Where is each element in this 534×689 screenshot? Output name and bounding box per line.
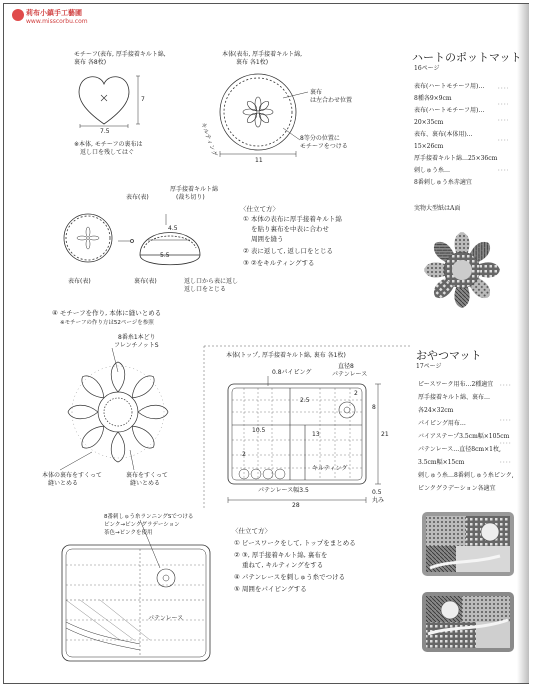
motif-note-2: 返し口を残してはぐ bbox=[80, 149, 135, 156]
oyatsu-page: 17ページ bbox=[416, 363, 442, 370]
mat-small-diagram bbox=[62, 520, 210, 661]
oyatsu-m6: パテンレース…直径8cm×1枚, bbox=[418, 446, 501, 453]
mat-d105: 10.5 bbox=[252, 427, 266, 434]
pot-mat-photo bbox=[410, 220, 518, 318]
pot-m8: 刺しゅう糸… bbox=[414, 167, 451, 174]
body-label-2: 裏布 各1枚) bbox=[236, 59, 269, 66]
mat-corner-2: 丸み bbox=[372, 497, 385, 504]
flower-note-a-2: 縫いとめる bbox=[48, 480, 79, 487]
pot-m5: 表布、裏布(本体用)… bbox=[414, 131, 473, 138]
mat-small-label-2: ピンク→ピンクグラデーション bbox=[104, 522, 180, 528]
mat-label: 本体(トップ, 厚手接着キルト綿, 裏布 各1枚) bbox=[226, 352, 346, 359]
oyatsu-m7: 3.5cm幅×15cm bbox=[418, 459, 465, 466]
steps1-step1c: 周囲を縫う bbox=[251, 235, 284, 243]
body-quilting: キルティング bbox=[199, 121, 219, 158]
heart-motif-icon bbox=[79, 77, 129, 124]
steps1-step1b: を貼り裏布を中表に合わせ bbox=[251, 225, 329, 233]
steps2-title: 〈仕立て方〉 bbox=[232, 527, 271, 535]
flower-note-a-1: 本体の裏布をすくって bbox=[42, 472, 102, 479]
motif-label-1: モチーフ(表布, 厚手接着キルト綿, bbox=[74, 51, 166, 58]
oyatsu-m3: 各24×32cm bbox=[418, 407, 454, 414]
steps1-title: 〈仕立て方〉 bbox=[240, 205, 279, 213]
pot-m7: 厚手接着キルト綿…25×36cm bbox=[414, 155, 498, 162]
steps1-step3: ③ ②をキルティングする bbox=[243, 259, 315, 267]
mat-quilting: キルティング bbox=[312, 465, 348, 472]
oyatsu-m4: パイピング用布… bbox=[418, 420, 466, 427]
mat-d28: 28 bbox=[292, 502, 300, 509]
pot-m1: 表布(ハートモチーフ用)… bbox=[414, 83, 485, 90]
motif-label-2: 裏布 各8枚) bbox=[74, 59, 107, 66]
mat-small-lace: パテンレース bbox=[148, 615, 184, 622]
mat-small-label-1: 8番刺しゅう糸ランニングSでつける bbox=[104, 514, 194, 520]
body-note-back-2: は左合わせ位置 bbox=[310, 97, 353, 104]
step4-title: ④ モチーフを作り, 本体に縫いとめる bbox=[52, 309, 162, 317]
assembly-label-front: 表布(表) bbox=[126, 194, 149, 201]
oyatsu-m1: ピースワーク用布…2種適宜 bbox=[418, 381, 494, 388]
steps2-step5: ⑤ 周囲をパイピングする bbox=[234, 585, 307, 593]
mat-d8: 8 bbox=[372, 404, 376, 411]
mat-d13: 13 bbox=[312, 431, 320, 438]
body-note-motif-1: 8等分の位置に bbox=[300, 135, 340, 142]
assembly-dim-b: 5.5 bbox=[160, 252, 170, 259]
pot-title: ハートのポットマット bbox=[412, 51, 522, 64]
assembly-circle-diagram bbox=[66, 216, 110, 260]
mat-diagram bbox=[228, 376, 381, 503]
assembly-dome-diagram bbox=[140, 233, 200, 265]
assembly-label-batting-1: 厚手接着キルト綿 bbox=[170, 186, 218, 193]
motif-note-1: ※本体, モチーフの裏布は bbox=[74, 141, 143, 148]
watermark-url: www.misscorbu.com bbox=[26, 18, 88, 25]
assembly-label-back: 裏布(表) bbox=[134, 278, 157, 285]
body-circle-diagram bbox=[220, 74, 296, 150]
steps1-step2: ② 表に返して, 返し口をとじる bbox=[243, 247, 334, 255]
steps1-step1a: ① 本体の表布に厚手接着キルト綿 bbox=[243, 215, 342, 223]
mat-d2a: 2 bbox=[354, 390, 358, 397]
flower-label-1: 8番糸1本どり bbox=[118, 334, 156, 341]
pot-page: 16ページ bbox=[414, 65, 440, 72]
mat-piping: 0.8パイピング bbox=[272, 369, 312, 376]
pot-m3: 表布(ハートモチーフ用)… bbox=[414, 107, 485, 114]
assembly-note-return-1: 返し口から表に返し bbox=[184, 278, 239, 285]
heart-flower-diagram bbox=[68, 362, 168, 462]
body-note-back-1: 裏布 bbox=[310, 89, 323, 96]
mat-small-label-3: 茶色→ピンクを使用 bbox=[104, 530, 153, 536]
pot-m9: 8番刺しゅう糸赤適宜 bbox=[414, 179, 472, 186]
mat-flower-2: パテンレース bbox=[332, 371, 368, 378]
mat-flower-1: 直径8 bbox=[338, 363, 354, 370]
assembly-dim-a: 4.5 bbox=[168, 225, 178, 232]
motif-dim-height: 7 bbox=[141, 96, 145, 103]
steps2-step1: ① ピースワークをして, トップをまとめる bbox=[234, 539, 356, 547]
mat-d2b: 2 bbox=[242, 451, 246, 458]
pot-pattern-note: 実物大型紙はA面 bbox=[414, 205, 461, 212]
flower-note-b-1: 裏布をすくって bbox=[126, 472, 168, 479]
pot-m4: 20×35cm bbox=[414, 119, 444, 126]
oyatsu-title: おやつマット bbox=[416, 349, 482, 362]
oyatsu-m9: ピンクグラデーション各適宜 bbox=[418, 485, 496, 492]
assembly-label-batting-2: (裁ち切り) bbox=[176, 194, 205, 201]
body-dim: 11 bbox=[255, 157, 263, 164]
pot-m6: 15×26cm bbox=[414, 143, 444, 150]
oyatsu-m8: 刺しゅう糸…8番刺しゅう糸ピンク, bbox=[418, 472, 514, 479]
steps2-step2b: 重ねて, キルティングをする bbox=[242, 561, 324, 569]
body-label-1: 本体(表布, 厚手接着キルト綿, bbox=[222, 51, 303, 58]
body-note-motif-2: モチーフをつける bbox=[300, 143, 348, 150]
pot-m2: 8種各9×9cm bbox=[414, 95, 452, 102]
oyatsu-m2: 厚手接着キルト綿、裏布… bbox=[418, 394, 490, 401]
oyatsu-mat-photo-1 bbox=[420, 508, 516, 580]
steps2-step2a: ② ③, 厚手接着キルト綿, 裏布を bbox=[234, 551, 328, 559]
oyatsu-m5: バイアステープ3.5cm幅×105cm bbox=[418, 433, 510, 440]
watermark-title: 莉布小鎮手工藝圃 bbox=[26, 9, 82, 17]
flower-label-2: フレンチノットS bbox=[114, 342, 159, 349]
assembly-label-front-2: 表布(表) bbox=[68, 278, 91, 285]
flower-note-b-2: 縫いとめる bbox=[130, 480, 161, 487]
assembly-note-return-2: 返し口をとじる bbox=[184, 286, 227, 293]
mat-corner-1: 0.5 bbox=[372, 489, 382, 496]
step4-sub: ※モチーフの作り方は52ページを参照 bbox=[60, 320, 154, 326]
motif-dim-width: 7.5 bbox=[100, 128, 110, 135]
mat-lace: パテンレース幅3.5 bbox=[258, 487, 309, 494]
oyatsu-mat-photo-2 bbox=[420, 590, 516, 656]
mat-d21: 21 bbox=[381, 431, 389, 438]
steps2-step4: ④ パテンレースを刺しゅう糸でつける bbox=[234, 573, 346, 581]
mat-d25: 2.5 bbox=[300, 397, 310, 404]
